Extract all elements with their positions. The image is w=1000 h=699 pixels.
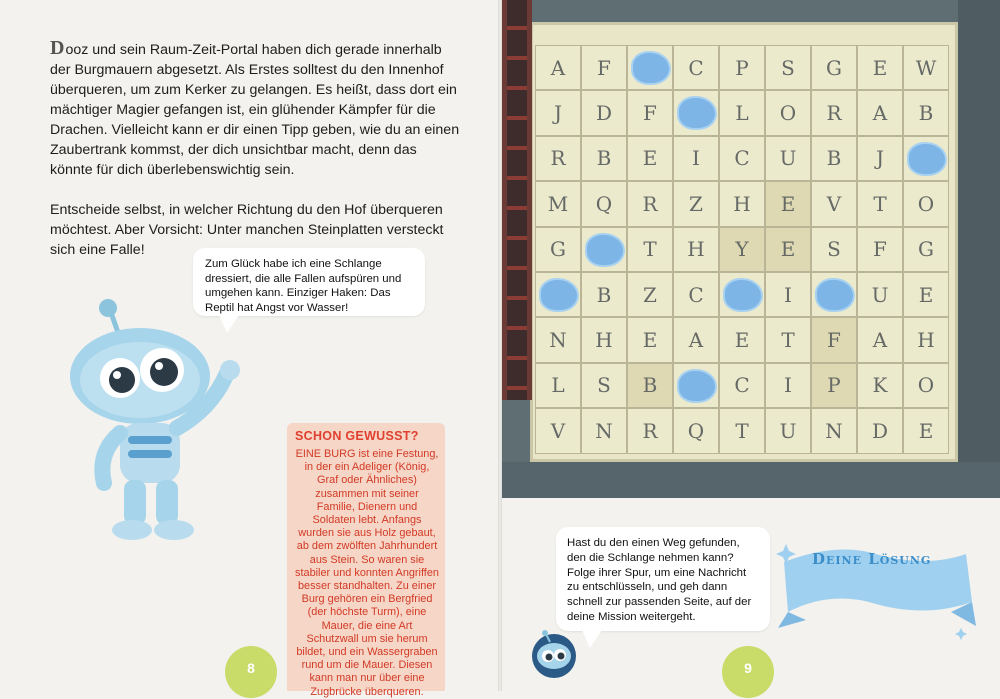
grid-letter-cell: B: [581, 136, 627, 181]
grid-letter-cell: E: [627, 136, 673, 181]
grid-letter-cell: J: [857, 136, 903, 181]
water-puddle-icon: [633, 53, 669, 83]
water-puddle-cell: [627, 45, 673, 90]
grid-letter-cell: F: [857, 227, 903, 272]
intro-paragraph-1: Dooz und sein Raum-Zeit-Portal haben dich gerade innerhalb der Burgmauern abgesetzt. Als Erstes solltest du den Innenhof überqueren, um zum Kerker zu gelangen. Es heißt, dass dort ein mächtiger Magier gefangen ist, ein glühender Kämpfer für die Drachen. Vielleicht kann er dir einen Tipp geben, wie du an einen Zaubertrank kommst, der dich unsichtbar macht, denn das könnte für dich überlebenswichtig sein.: [50, 37, 460, 178]
grid-letter-cell: D: [857, 408, 903, 453]
grid-letter-cell: H: [903, 317, 949, 362]
grid-letter-cell: G: [535, 227, 581, 272]
grid-letter-cell: C: [673, 45, 719, 90]
grid-letter-cell: U: [765, 408, 811, 453]
grid-letter-cell: E: [627, 317, 673, 362]
grid-letter-cell: E: [903, 272, 949, 317]
grid-letter-cell: J: [535, 90, 581, 135]
grid-letter-cell: E: [765, 181, 811, 226]
grid-letter-cell: V: [811, 181, 857, 226]
grid-letter-cell: R: [811, 90, 857, 135]
water-puddle-icon: [725, 280, 761, 310]
grid-letter-cell: K: [857, 363, 903, 408]
robot-icon: [62, 298, 252, 548]
grid-letter-cell: W: [903, 45, 949, 90]
grid-letter-cell: O: [903, 363, 949, 408]
solution-banner-ribbon: [776, 532, 976, 642]
grid-letter-cell: G: [811, 45, 857, 90]
grid-letter-cell: S: [765, 45, 811, 90]
grid-letter-cell: N: [535, 317, 581, 362]
grid-letter-cell: E: [857, 45, 903, 90]
grid-letter-cell: C: [673, 272, 719, 317]
water-puddle-cell: [719, 272, 765, 317]
grid-letter-cell: L: [719, 90, 765, 135]
fact-box: [287, 423, 445, 698]
page-number-left: 8: [225, 646, 277, 698]
water-puddle-cell: [903, 136, 949, 181]
grid-letter-cell: O: [903, 181, 949, 226]
grid-letter-cell: I: [765, 272, 811, 317]
grid-letter-cell: S: [581, 363, 627, 408]
grid-letter-cell: I: [673, 136, 719, 181]
fact-box-highlight: EINE BURG: [295, 448, 356, 460]
water-puddle-icon: [541, 280, 577, 310]
water-puddle-cell: [673, 363, 719, 408]
grid-letter-cell: M: [535, 181, 581, 226]
grid-letter-cell: A: [673, 317, 719, 362]
grid-letter-cell: F: [581, 45, 627, 90]
grid-letter-cell: R: [627, 408, 673, 453]
grid-letter-cell: A: [535, 45, 581, 90]
grid-letter-cell: O: [765, 90, 811, 135]
page-number-right: 9: [722, 646, 774, 698]
grid-letter-cell: A: [857, 90, 903, 135]
water-puddle-cell: [673, 90, 719, 135]
grid-letter-cell: B: [903, 90, 949, 135]
grid-letter-cell: F: [627, 90, 673, 135]
grid-letter-cell: B: [581, 272, 627, 317]
water-puddle-cell: [535, 272, 581, 317]
grid-letter-cell: P: [719, 45, 765, 90]
water-puddle-cell: [811, 272, 857, 317]
grid-letter-cell: R: [535, 136, 581, 181]
grid-letter-cell: A: [857, 317, 903, 362]
grid-letter-cell: E: [903, 408, 949, 453]
grid-letter-cell: H: [581, 317, 627, 362]
grid-letter-cell: G: [903, 227, 949, 272]
grid-letter-cell: R: [627, 181, 673, 226]
grid-letter-cell: C: [719, 363, 765, 408]
grid-letter-cell: U: [857, 272, 903, 317]
grid-letter-cell: I: [765, 363, 811, 408]
grid-letter-cell: T: [857, 181, 903, 226]
intro-text: [50, 38, 460, 280]
grid-letter-cell: T: [627, 227, 673, 272]
water-puddle-cell: [581, 227, 627, 272]
grid-letter-cell: P: [811, 363, 857, 408]
grid-letter-cell: E: [765, 227, 811, 272]
grid-letter-cell: H: [719, 181, 765, 226]
water-puddle-icon: [679, 371, 715, 401]
drop-cap: D: [50, 37, 66, 59]
grid-letter-cell: C: [719, 136, 765, 181]
grid-letter-cell: H: [673, 227, 719, 272]
intro-paragraph-2: Entscheide selbst, in welcher Richtung du den Hof überqueren möchtest. Aber Vorsicht: Unter manchen Steinplatten versteckt sich eine Falle!: [50, 202, 444, 258]
water-puddle-icon: [817, 280, 853, 310]
fact-box-title: SCHON GEWUSST?: [295, 429, 419, 443]
robot-speech-bubble: Zum Glück habe ich eine Schlange dressiert, die alle Fallen aufspüren und umgehen kann. Einziger Haken: Das Reptil hat Angst vor Wasser!: [193, 248, 425, 316]
solution-banner-title: Deine Lösung: [812, 550, 932, 568]
grid-letter-cell: Q: [581, 181, 627, 226]
letter-grid: [535, 45, 949, 454]
grid-letter-cell: N: [581, 408, 627, 453]
grid-letter-cell: E: [719, 317, 765, 362]
scaffold-tower: [502, 0, 532, 400]
water-puddle-icon: [679, 98, 715, 128]
fact-box-text: EINE BURG ist eine Festung, in der ein Adeliger (König, Graf oder Ähnliches) zusammen mit seiner Familie, Dienern und Soldaten lebt. Anfangs wurden sie aus Holz gebaut, ab dem zwölften Jahrhundert aus Stein. So waren sie stabiler und konnten Angriffen besser standhalten. Zu einer Burg gehören ein Bergfried (der höchste Turm), eine Mauer, die eine Art Schutzwall um sie herum bildet, und ein Wassergraben rund um die Mauer. Diesen kann man nur über eine Zugbrücke überqueren.: [295, 448, 439, 698]
small-robot-icon: [528, 628, 580, 680]
grid-letter-cell: D: [581, 90, 627, 135]
water-puddle-icon: [587, 235, 623, 265]
grid-letter-cell: F: [811, 317, 857, 362]
grid-letter-cell: B: [811, 136, 857, 181]
water-puddle-icon: [909, 144, 945, 174]
grid-letter-cell: Y: [719, 227, 765, 272]
grid-letter-cell: Q: [673, 408, 719, 453]
grid-letter-cell: B: [627, 363, 673, 408]
grid-letter-cell: S: [811, 227, 857, 272]
grid-letter-cell: N: [811, 408, 857, 453]
grid-letter-cell: L: [535, 363, 581, 408]
grid-letter-cell: T: [719, 408, 765, 453]
castle-wall-bottom: [502, 462, 1000, 498]
castle-wall-right: [958, 0, 1000, 498]
grid-letter-cell: U: [765, 136, 811, 181]
grid-letter-cell: Z: [673, 181, 719, 226]
grid-letter-cell: Z: [627, 272, 673, 317]
grid-letter-cell: T: [765, 317, 811, 362]
robot-speech-bubble-2: Hast du den einen Weg gefunden, den die Schlange nehmen kann? Folge ihrer Spur, um eine Nachricht zu entschlüsseln, und geh dann schnell zur passenden Seite, auf der deine Mission weitergeht.: [556, 527, 770, 631]
grid-letter-cell: V: [535, 408, 581, 453]
